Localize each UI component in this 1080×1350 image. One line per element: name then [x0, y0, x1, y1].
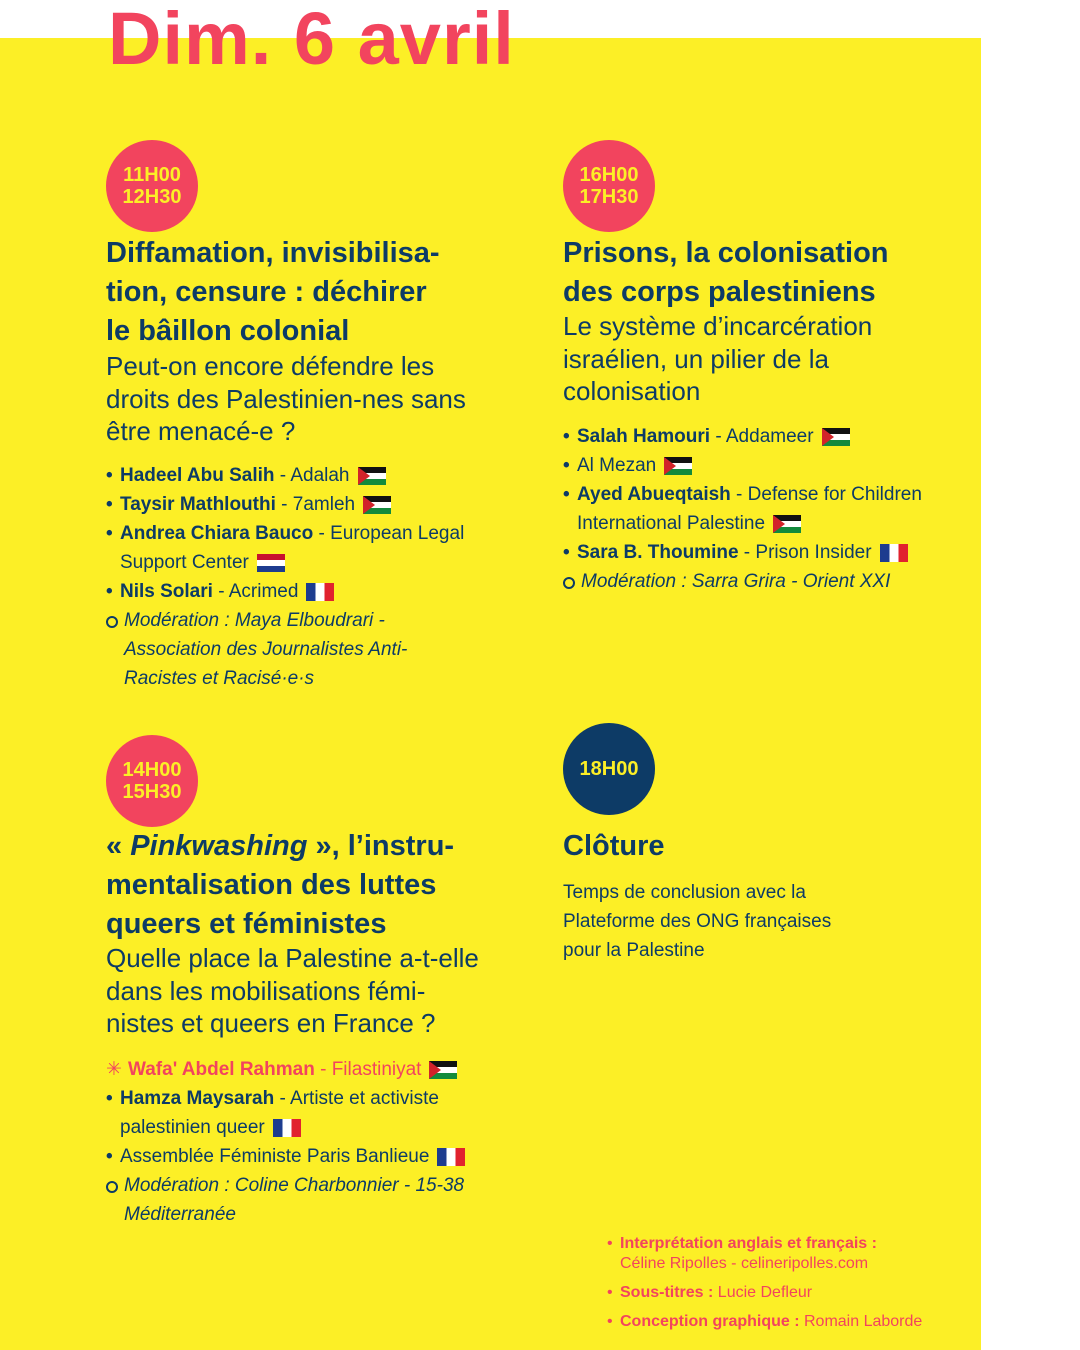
speaker-name: Hamza Maysarah	[120, 1088, 275, 1109]
moderation: Modération : Sarra Grira - Orient XXI	[563, 567, 963, 596]
palestine-flag-icon	[358, 467, 386, 485]
speaker-name: Salah Hamouri	[577, 426, 711, 447]
credit-label: Sous-titres :	[620, 1284, 714, 1301]
time-start: 14H00	[122, 759, 182, 781]
palestine-flag-icon	[822, 428, 850, 446]
credit-item	[607, 1234, 977, 1274]
speaker-name: Wafa' Abdel Rahman	[128, 1059, 315, 1080]
netherlands-flag-icon	[257, 554, 285, 572]
credit-label: Conception graphique :	[620, 1313, 800, 1330]
speaker-org: - Adalah	[274, 465, 350, 486]
session-title: Prisons, la colonisation des corps palestiniens	[563, 237, 889, 308]
palestine-flag-icon	[429, 1061, 457, 1079]
credit-item	[607, 1312, 977, 1332]
france-flag-icon	[273, 1119, 301, 1137]
time-start: 11H00	[123, 164, 181, 186]
list-item	[106, 1055, 536, 1084]
credit-label: Interprétation anglais et français :	[620, 1235, 877, 1252]
credit-value: Céline Ripolles - celineripolles.com	[620, 1255, 869, 1272]
speaker-name: Andrea Chiara Bauco	[120, 523, 314, 544]
moderation: Modération : Coline Charbonnier - 15-38 Méditerranée	[106, 1171, 484, 1229]
list-item	[106, 490, 526, 519]
time-badge	[106, 140, 198, 232]
speaker-org: - 7amleh	[275, 494, 356, 515]
session-subtitle: Quelle place la Palestine a-t-elle dans les mobilisations fémi- nistes et queers en France ?	[106, 943, 479, 1038]
list-item	[106, 1142, 536, 1171]
speaker-org: - Acrimed	[212, 581, 299, 602]
session-subtitle: Le système d’incarcération israélien, un pilier de la colonisation	[563, 311, 873, 406]
france-flag-icon	[306, 583, 334, 601]
speaker-org: - Addameer	[710, 426, 814, 447]
time-badge	[563, 140, 655, 232]
speaker-org: Al Mezan	[577, 455, 657, 476]
title-prefix: «	[106, 830, 131, 862]
speaker-name: Taysir Mathlouthi	[120, 494, 276, 515]
list-item	[563, 422, 963, 451]
time-badge	[106, 735, 198, 827]
list-item	[563, 480, 937, 538]
time-end: 15H30	[122, 781, 182, 803]
speaker-org: - Defense for Children International Palestine	[577, 484, 922, 534]
time-start: 18H00	[579, 758, 639, 780]
session-description: Temps de conclusion avec la Plateforme des ONG françaises pour la Palestine	[563, 882, 832, 961]
time-end: 12H30	[122, 186, 182, 208]
list-item	[106, 461, 526, 490]
list-item	[563, 538, 963, 567]
speaker-name: Sara B. Thoumine	[577, 542, 739, 563]
speaker-list	[106, 461, 526, 693]
moderation: Modération : Maya Elboudrari - Association des Journalistes Anti-Racistes et Racisé·e·s	[106, 606, 474, 693]
credit-value: Lucie Defleur	[717, 1284, 813, 1301]
speaker-name: Hadeel Abu Salih	[120, 465, 275, 486]
palestine-flag-icon	[773, 515, 801, 533]
title-emphasis: Pinkwashing	[130, 830, 308, 862]
palestine-flag-icon	[664, 457, 692, 475]
speaker-name: Ayed Abueqtaish	[577, 484, 731, 505]
session-title	[106, 827, 454, 944]
credits	[607, 1234, 977, 1341]
session-title: Clôture	[563, 830, 665, 862]
france-flag-icon	[880, 544, 908, 562]
page-title: Dim. 6 avril	[108, 0, 515, 80]
speaker-list	[563, 422, 963, 596]
speaker-org: - Filastiniyat	[314, 1059, 422, 1080]
session-title: Diffamation, invisibilisa- tion, censure : déchirer le bâillon colonial	[106, 237, 440, 347]
session-subtitle: Peut-on encore défendre les droits des Palestinien-nes sans être menacé-e ?	[106, 351, 466, 446]
speaker-org: Assemblée Féministe Paris Banlieue	[120, 1146, 430, 1167]
title-rest: », l’instru- mentalisation des luttes queers et féministes	[106, 830, 455, 940]
speaker-org: - Artiste et activiste palestinien queer	[120, 1088, 439, 1138]
credit-item	[607, 1283, 977, 1303]
time-start: 16H00	[579, 164, 639, 186]
list-item	[106, 577, 526, 606]
time-end: 17H30	[579, 186, 639, 208]
speaker-name: Nils Solari	[120, 581, 213, 602]
list-item	[106, 519, 526, 577]
time-badge	[563, 723, 655, 815]
list-item	[106, 1084, 520, 1142]
france-flag-icon	[437, 1148, 465, 1166]
speaker-org: - European Legal Support Center	[120, 523, 465, 573]
speaker-list	[106, 1055, 536, 1229]
list-item	[563, 451, 963, 480]
speaker-org: - Prison Insider	[738, 542, 872, 563]
palestine-flag-icon	[363, 496, 391, 514]
credit-value: Romain Laborde	[804, 1313, 923, 1330]
